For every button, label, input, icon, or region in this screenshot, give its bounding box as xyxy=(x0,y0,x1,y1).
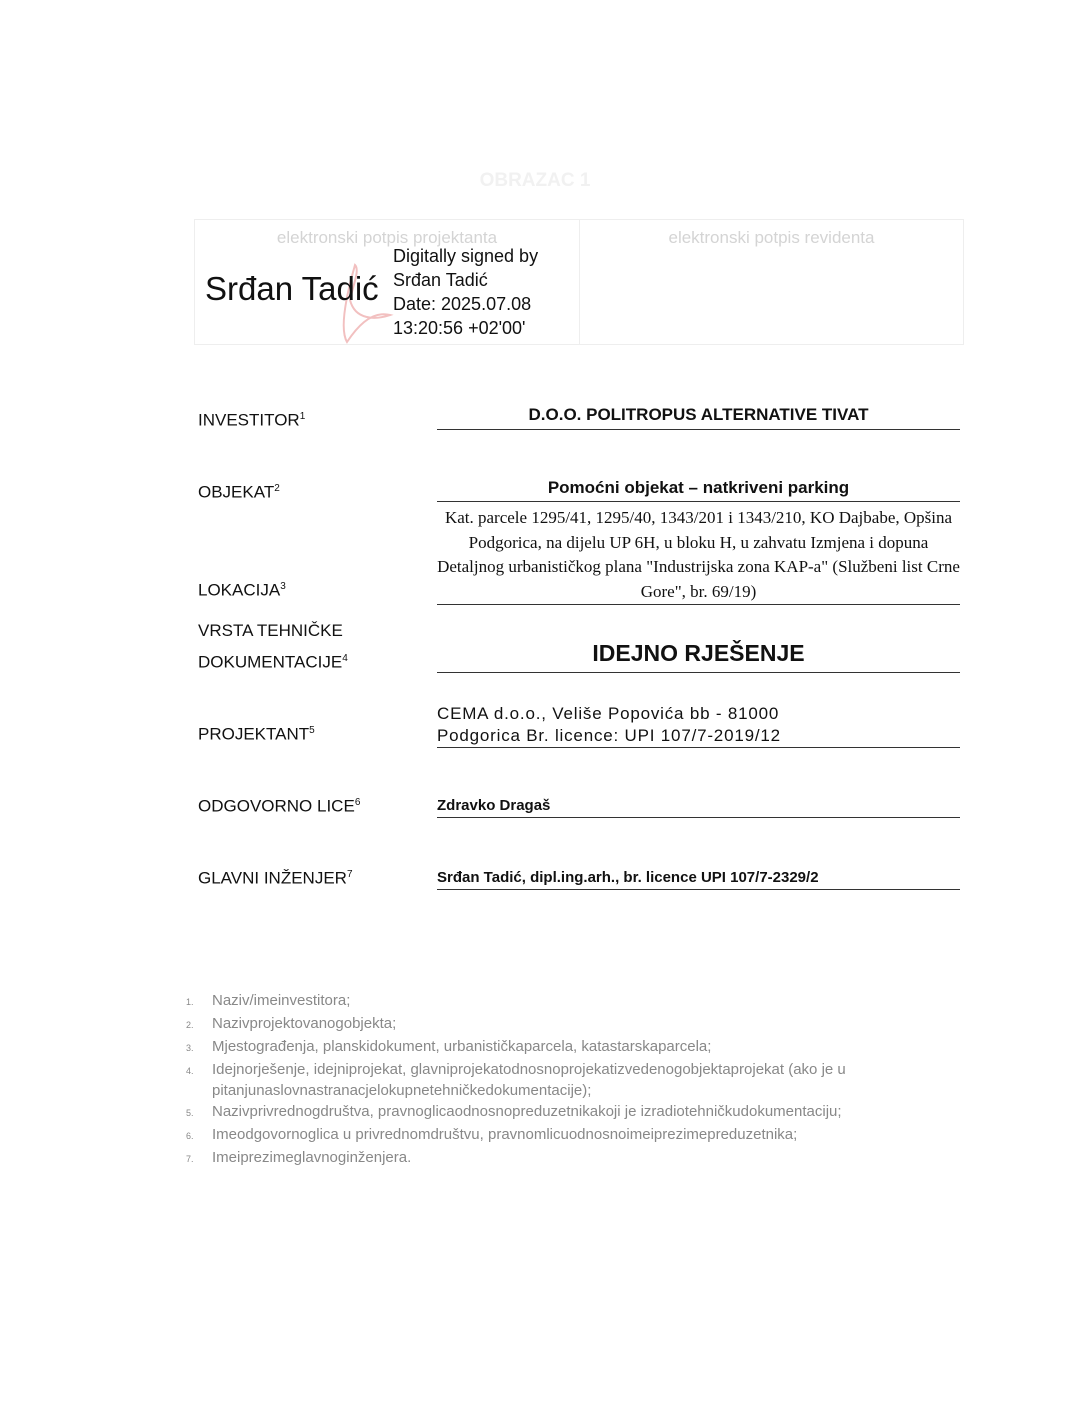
label-odgovorno-lice: ODGOVORNO LICE$^6$ xyxy=(198,796,361,816)
footnote: 3. Mjestograđenja, planskidokument, urbanističkaparcela, katastarskaparcela; xyxy=(186,1038,712,1055)
designer-signature-label: elektronski potpis projektanta xyxy=(276,228,498,247)
footnote: 4. Idejnorješenje, idejniprojekat, glavniprojekatodnosnoprojekatizvedenogobjektaprojekat (ako je u pitanjunaslovnastranacjelokupnetehničkedokumentacije); xyxy=(186,1061,846,1099)
footnotes xyxy=(186,990,912,1170)
value-investitor: D.O.O. POLITROPUS ALTERNATIVE TIVAT xyxy=(437,405,960,430)
label-vrsta-dokumentacije: VRSTA TEHNIČKE DOKUMENTACIJE$^4$ xyxy=(198,621,348,672)
designer-signature-cell[interactable] xyxy=(195,220,580,344)
signature-detail-line: Srđan Tadić xyxy=(393,270,488,290)
signature-time: 13:20:56 +02'00' xyxy=(393,318,526,338)
footnote: 7. Imeiprezimeglavnoginženjera. xyxy=(186,1149,412,1166)
label-glavni-inzenjer: GLAVNI INŽENJER$^7$ xyxy=(198,868,353,888)
signer-name: Srđan Tadić xyxy=(205,270,379,307)
value-glavni-inzenjer: Srđan Tadić, dipl.ing.arh., br. licence UPI 107/7-2329/2 xyxy=(437,869,960,890)
value-projektant: CEMA d.o.o., Veliše Popovića bb - 81000 Podgorica Br. licence: UPI 107/7-2019/12 xyxy=(437,703,960,748)
signature-details xyxy=(393,244,538,340)
label-lokacija: LOKACIJA$^3$ xyxy=(198,580,286,600)
value-lokacija: Kat. parcele 1295/41, 1295/40, 1343/201 i 1343/210, KO Dajbabe, Opšina Podgorica, na dijelu UP 6H, u bloku H, u zahvatu Izmjena i dopuna Detaljnog urbanističkog plana "Industrijska zona KAP-a" (Službeni list Crne Gore", br. 69/19) xyxy=(437,506,960,605)
footnote: 5. Nazivprivrednogdruštva, pravnoglicaodnosnopreduzetnikakoji je izradiotehničkudokumentaciju; xyxy=(186,1103,842,1120)
label-investitor: INVESTITOR$^1$ xyxy=(198,410,306,430)
footnote: 6. Imeodgovornoglica u privrednomdruštvu, pravnomlicuodnosnoimeiprezimepreduzetnika; xyxy=(186,1126,798,1143)
value-objekat: Pomoćni objekat – natkriveni parking xyxy=(437,478,960,502)
label-objekat: OBJEKAT$^2$ xyxy=(198,482,280,502)
signature-box xyxy=(194,219,964,345)
reviewer-signature-label: elektronski potpis revidenta xyxy=(668,228,875,247)
label-projektant: PROJEKTANT$^5$ xyxy=(198,724,315,744)
footnote: 1. Naziv/imeinvestitora; xyxy=(186,992,351,1009)
signature-detail-line: Digitally signed by xyxy=(393,246,539,266)
reviewer-signature-cell[interactable] xyxy=(580,220,963,344)
value-odgovorno-lice: Zdravko Dragaš xyxy=(437,797,960,818)
form-title: OBRAZAC 1 xyxy=(479,170,591,191)
signature-date: Date: 2025.07.08 xyxy=(393,294,532,314)
value-vrsta-dokumentacije: IDEJNO RJEŠENJE xyxy=(437,640,960,673)
footnote: 2. Nazivprojektovanogobjekta; xyxy=(186,1015,397,1032)
